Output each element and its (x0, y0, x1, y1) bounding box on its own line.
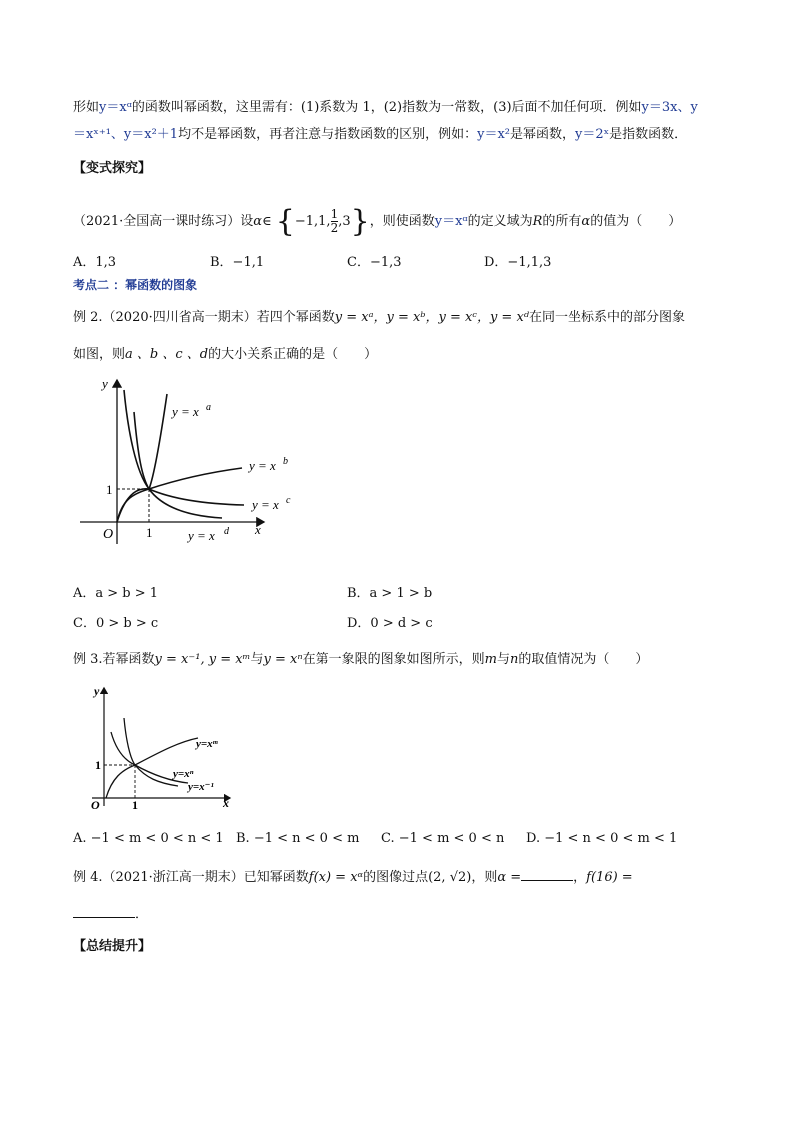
formula: y＝xᵅ (99, 100, 132, 115)
example3-option-b[interactable]: B. −1 < n < 0 < m (236, 831, 360, 846)
sup-b: b (283, 456, 288, 467)
fraction: $\frac{1}{2}$ (330, 207, 339, 235)
example2-graph (72, 372, 302, 552)
one-y-label: 1 (106, 482, 113, 497)
example4-line-2: ． (73, 903, 148, 922)
origin-label: O (103, 527, 114, 542)
y-label: y (94, 684, 100, 698)
example2-option-c[interactable]: C．0 > b > c (73, 616, 159, 631)
sup-d: d (224, 526, 229, 537)
variant-option-b[interactable]: B．−1,1 (210, 255, 265, 270)
example3-graph (78, 680, 238, 810)
example2-option-b[interactable]: B．a > 1 > b (347, 586, 433, 601)
example3-option-a[interactable]: A. −1 < m < 0 < n < 1 (73, 831, 224, 846)
intro-line-1: 形如y＝xᵅ的函数叫幂函数，这里需有：(1)系数为 1，(2)指数为一常数，(3)后面不加任何项．例如y＝3x、y (73, 100, 698, 115)
answer-blank-alpha[interactable] (521, 868, 573, 881)
variant-option-c[interactable]: C．−1,3 (347, 255, 402, 270)
kaodian-heading: 考点二 ：幂函数的图象 (73, 278, 198, 292)
curve-b (117, 468, 242, 522)
example2-option-d[interactable]: D．0 > d > c (347, 616, 433, 631)
summary-heading: 【总结提升】 (73, 939, 152, 954)
example2-line-1: 例 2.（2020·四川省高一期末）若四个幂函数y = xᵃ，y = xᵇ，y = xᶜ，y = xᵈ在同一坐标系中的部分图象 (73, 310, 686, 325)
example3-option-d[interactable]: D. −1 < n < 0 < m < 1 (526, 831, 678, 846)
example3-option-c[interactable]: C. −1 < m < 0 < n (381, 831, 505, 846)
y-label: y (102, 376, 108, 391)
variant-option-d[interactable]: D．−1,1,3 (484, 255, 552, 270)
label-c: y = x (252, 497, 279, 512)
label-m: y=xᵐ (196, 738, 218, 750)
variant-question: （2021·全国高一课时练习）设α∈ {−1,1, $\frac{1}{2}$ ,3}，则使函数y＝xᵅ的定义域为R的所有α的值为（ ） (73, 204, 682, 239)
intro-line-2: ＝xˣ⁺¹、y＝x²＋1均不是幂函数，再者注意与指数函数的区别，例如：y＝x²是幂函数，y＝2ˣ是指数函数． (73, 127, 688, 142)
curve-n (124, 718, 178, 786)
example3-line: 例 3.若幂函数y = x⁻¹, y = xᵐ与y = xⁿ在第一象限的图象如图所示，则m与n的取值情况为（ ） (73, 652, 649, 667)
sup-a: a (206, 402, 211, 413)
variant-option-a[interactable]: A．1,3 (73, 255, 117, 270)
x-label: x (223, 796, 229, 810)
label-d: y = x (188, 528, 215, 543)
example2-line-2: 如图，则a 、b 、c 、d的大小关系正确的是（ ） (73, 347, 378, 362)
answer-blank-f16[interactable] (73, 905, 135, 918)
label-a: y = x (172, 404, 199, 419)
label-n: y=xⁿ (173, 768, 194, 780)
origin-label: O (91, 798, 100, 810)
left-brace: { (275, 204, 295, 239)
right-brace: } (350, 204, 370, 239)
x-label: x (255, 522, 261, 537)
one-x-label: 1 (132, 798, 138, 810)
one-y-label: 1 (95, 758, 101, 772)
sup-c: c (286, 495, 291, 506)
example4-line: 例 4.（2021·浙江高一期末）已知幂函数f(x) = xᵅ的图像过点(2, √2)，则α = ，f(16) = (73, 870, 633, 885)
one-x-label: 1 (146, 525, 153, 540)
variant-heading: 【变式探究】 (73, 161, 152, 176)
label-inverse: y=x⁻¹ (188, 781, 214, 793)
label-b: y = x (249, 458, 276, 473)
example2-option-a[interactable]: A．a > b > 1 (73, 586, 159, 601)
